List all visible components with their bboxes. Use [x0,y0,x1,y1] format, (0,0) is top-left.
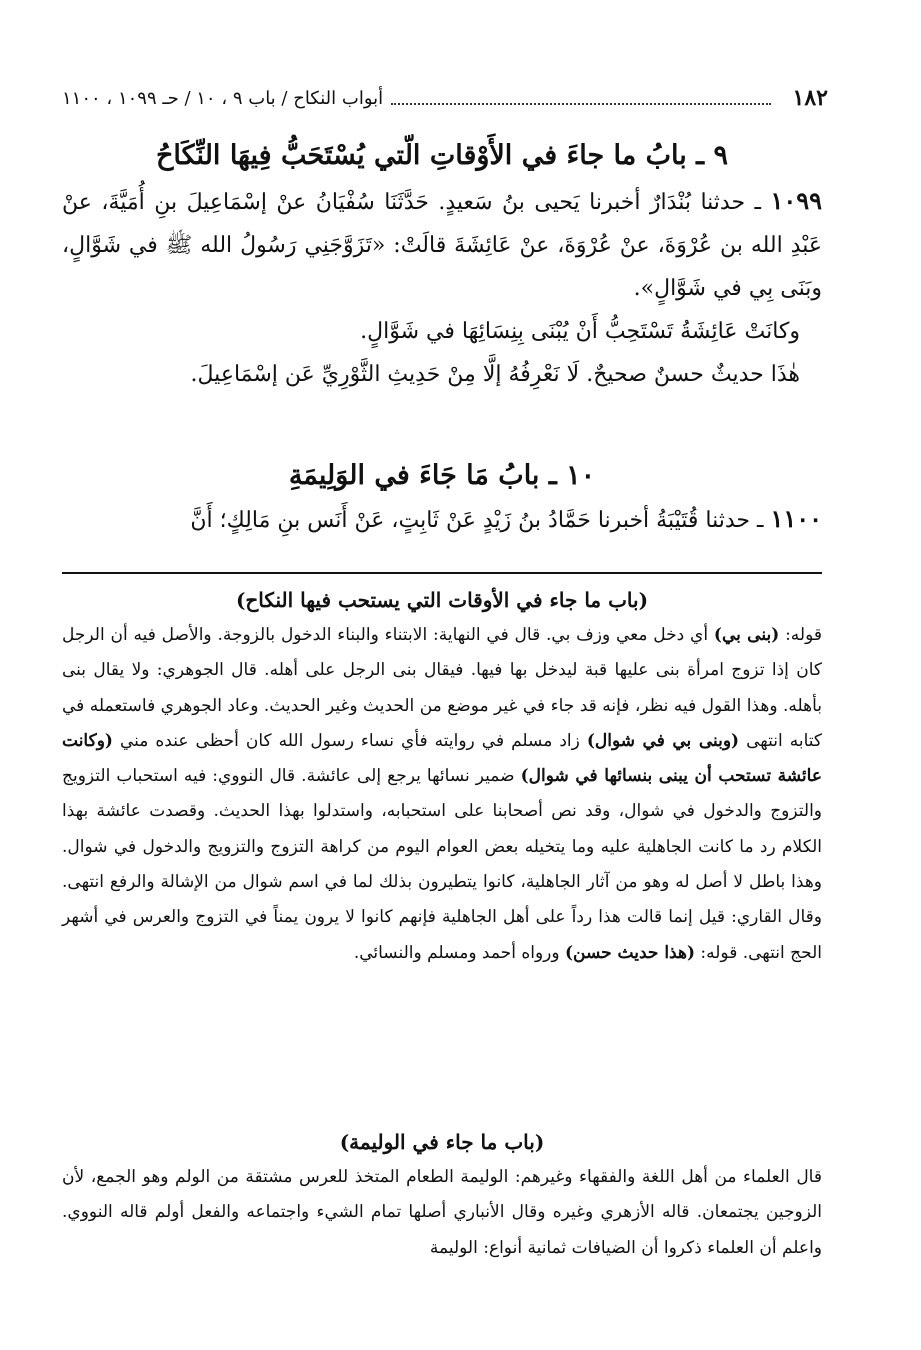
hadith-text: ـ حدثنا قُتَيْبَةُ أخبرنا حَمَّادُ بنُ زَيْدٍ عَنْ ثَابِتٍ، عَنْ أَنَس بنِ مَالِكٍ؛ أَنَّ [190,508,771,534]
running-title: أبواب النكاح / باب ٩ ، ١٠ / حـ ١٠٩٩ ، ١١٠٠ [62,87,384,109]
bab-10-section [62,458,822,542]
bab-9-heading: ٩ ـ بابُ ما جاءَ في الأَوْقاتِ الّتي يُسْتَحَبُّ فِيهَا النِّكَاحُ [155,140,729,171]
quoted-phrase: (وبنى بي في شوال) [586,730,740,751]
hadith-1099-addition: وكانَتْ عَائِشَةُ تَسْتَحِبُّ أَنْ يُبْنَى بِنِسَائِهَا في شَوَّالٍ. [360,319,800,345]
commentary-heading: (باب ما جاء في الأوقات التي يستحب فيها النكاح) [235,588,649,612]
footnote-divider [62,572,822,574]
hadith-1099-grading: هٰذَا حديثٌ حسنٌ صحيحٌ. لَا نَعْرِفُهُ إلَّا مِنْ حَدِيثِ الثَّوْرِيِّ عَن إسْمَاعِيلَ. [190,362,800,388]
hadith-1099 [62,179,822,310]
commentary-heading: (باب ما جاء في الوليمة) [339,1130,545,1154]
header-dot-leader [391,103,770,105]
bab-9-section [62,138,822,396]
hadith-text: ـ حدثنا بُنْدَارٌ أخبرنا يَحيى بنُ سَعيدٍ. حَدَّثَنَا سُفْيَانُ عنْ إسْمَاعِيلَ بنِ أُمَيَّةَ، عنْ عَبْدِ الله بن عُرْوَةَ، عنْ عُرْوَةَ، عنْ عَائِشَةَ قالَتْ: «تَزَوَّجَنِي رَسُولُ الله ﷺ في شَوَّالٍ، وبَنَى بِي في شَوَّالٍ». [62,190,822,302]
quoted-phrase: (هذا حديث حسن) [564,942,695,963]
commentary-text: قوله: [779,625,823,645]
commentary-text: ورواه أحمد ومسلم والنسائي. [353,942,565,963]
commentary-paragraph: قال العلماء من أهل اللغة والفقهاء وغيرهم: الوليمة الطعام المتخذ للعرس مشتقة من الولم وهو الجمع، لأن الزوجين يجتمعان. قاله الأزهري وغيره وقال الأنباري أصلها تمام الشيء واجتماعه والفعل أولم قاله النووي. واعلم أن العلماء ذكروا أن الضيافات ثمانية أنواع: الوليمة [62,1167,822,1258]
hadith-number: ١٠٩٩ [770,186,822,216]
commentary-text: ضمير نسائها يرجع إلى عائشة. قال النووي: فيه استحباب التزويج والتزوج والدخول في شوال، وقد نص أصحابنا على استحبابه، واستدلوا بهذا الحديث. وقصدت عائشة بهذا الكلام رد ما كانت الجاهلية عليه وما يتخيله بعض العوام اليوم من كراهة التزوج والتزويج والدخول في شوال. وهذا باطل لا أصل له وهو من آثار الجاهلية، كانوا يتطيرون بذلك لما في اسم شوال من الإشالة والرفع انتهى. وقال القاري: قيل إنما قالت هذا رداً على أهل الجاهلية فإنهم كانوا لا يرون يمناً في التزوج والعرس في أشهر الحج انتهى. قوله: [62,766,822,963]
hadith-1100 [62,497,822,542]
commentary-text: أي دخل معي وزف بي. قال في النهاية: الابتناء والبناء الدخول بالزوجة. والأصل فيه أن الرجل كان إذا تزوج امرأة بنى عليها قبة ليدخل بها فيها. فيقال بنى الرجل على أهله. قال الجوهري: ولا يقال بنى بأهله. وهذا القول فيه نظر، فإنه قد جاء في غير موضع من الحديث وغير الحديث. وعاد الجوهري فاستعمله في كتابه انتهى [62,625,822,751]
commentary-bab-10 [62,1128,822,1266]
quoted-phrase: (بنى بي) [713,625,780,645]
page-header [62,80,828,116]
quoted-phrase: (وكانت عائشة تستحب أن يبنى بنسائها في شوال) [62,730,822,787]
bab-10-heading: ١٠ ـ بابُ مَا جَاءَ في الوَلِيمَةِ [288,460,596,491]
commentary-bab-9 [62,586,822,971]
commentary-text: زاد مسلم في روايته فأي نساء رسول الله كان أحظى عنده مني [112,730,587,751]
commentary-paragraph [62,618,822,971]
hadith-number: ١١٠٠ [770,504,822,534]
page-number: ١٨٢ [792,85,828,111]
